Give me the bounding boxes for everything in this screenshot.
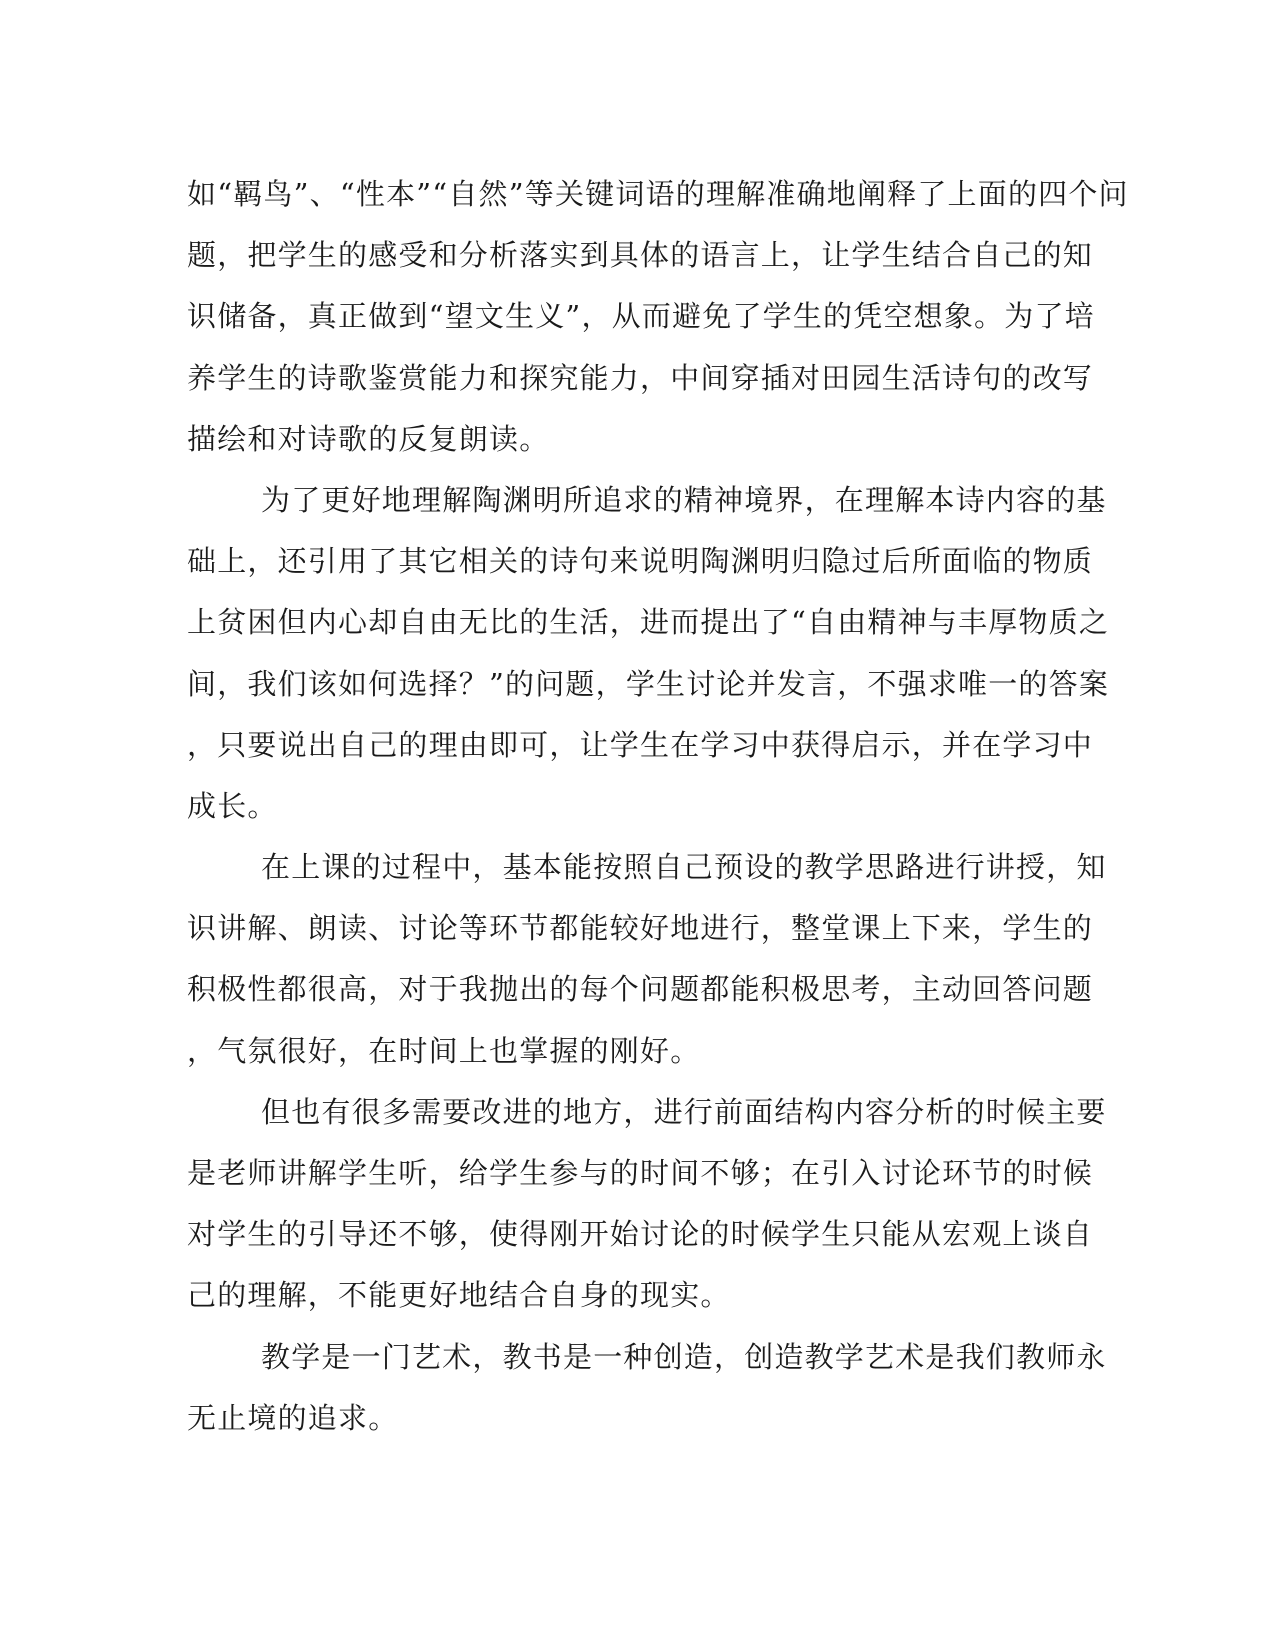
text-line: 题，把学生的感受和分析落实到具体的语言上，让学生结合自己的知: [187, 238, 1094, 273]
text-line: 无止境的追求。: [187, 1400, 399, 1435]
text-line: 为了更好地理解陶渊明所追求的精神境界，在理解本诗内容的基: [261, 482, 1107, 517]
text-line: 但也有很多需要改进的地方，进行前面结构内容分析的时候主要: [261, 1094, 1107, 1129]
text-line: 对学生的引导还不够，使得刚开始讨论的时候学生只能从宏观上谈自: [187, 1217, 1094, 1252]
text-line: 己的理解，不能更好地结合自身的现实。: [187, 1278, 731, 1313]
text-line: 在上课的过程中，基本能按照自己预设的教学思路进行讲授，知: [261, 850, 1107, 885]
text-line: 础上，还引用了其它相关的诗句来说明陶渊明归隐过后所面临的物质: [187, 544, 1094, 579]
text-line: ，气氛很好，在时间上也掌握的刚好。: [187, 1033, 701, 1068]
text-line: 识讲解、朗读、讨论等环节都能较好地进行，整堂课上下来，学生的: [187, 911, 1094, 946]
text-line: 积极性都很高，对于我抛出的每个问题都能积极思考，主动回答问题: [187, 972, 1094, 1007]
text-line: 上贫困但内心却自由无比的生活，进而提出了“自由精神与丰厚物质之: [187, 605, 1110, 640]
text-line: 教学是一门艺术，教书是一种创造，创造教学艺术是我们教师永: [261, 1339, 1107, 1374]
text-line: 成长。: [187, 788, 278, 823]
body-text: [187, 164, 1129, 1449]
text-line: 间，我们该如何选择？”的问题，学生讨论并发言，不强求唯一的答案: [187, 666, 1110, 701]
text-line: 是老师讲解学生听，给学生参与的时间不够；在引入讨论环节的时候: [187, 1156, 1094, 1190]
text-line: ，只要说出自己的理由即可，让学生在学习中获得启示，并在学习中: [187, 727, 1094, 762]
text-line: 如“羁鸟”、“性本”“自然”等关键词语的理解准确地阐释了上面的四个问: [187, 177, 1129, 211]
text-line: 养学生的诗歌鉴赏能力和探究能力，中间穿插对田园生活诗句的改写: [187, 360, 1094, 395]
text-line: 描绘和对诗歌的反复朗读。: [187, 421, 550, 456]
text-line: 识储备，真正做到“望文生义”，从而避免了学生的凭空想象。为了培: [187, 299, 1095, 334]
